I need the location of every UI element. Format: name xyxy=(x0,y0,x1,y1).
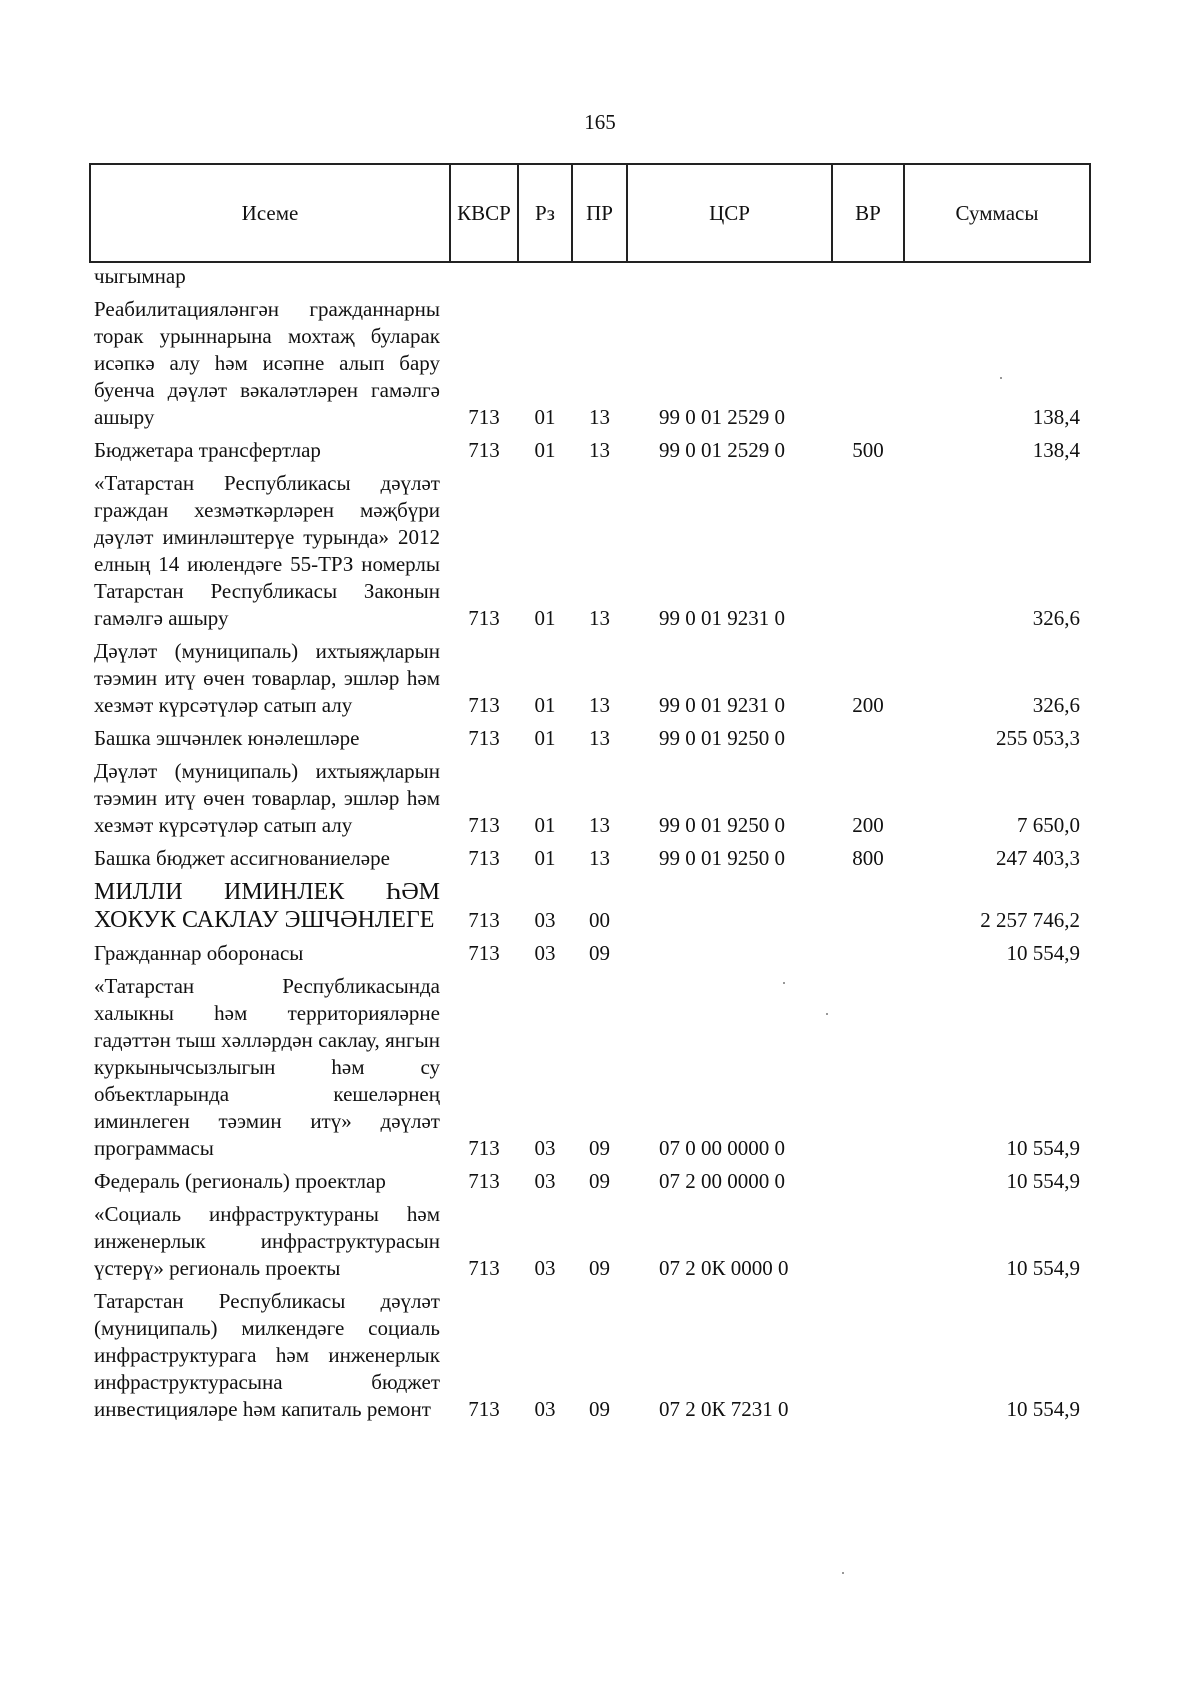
cell-sum: 2 257 746,2 xyxy=(980,908,1080,932)
cell-name: «Татарстан Республикасы дəүлəт граждан хезмəткəрлəрен мəҗбүри дəүлəт иминлəштерүе турында» 2012 елның 14 июлендəге 55-ТРЗ номерлы Татарстан Республикасы Законын гамəлгə ашыру xyxy=(94,471,440,630)
cell-csr: 07 0 00 0000 0 xyxy=(659,1136,785,1160)
cell-rz: 01 xyxy=(534,693,556,717)
cell-kvsr: 713 xyxy=(468,405,500,429)
cell-csr: 99 0 01 9250 0 xyxy=(659,846,785,870)
cell-vr xyxy=(832,262,904,293)
cell-pr: 13 xyxy=(589,693,610,717)
cell-csr: 99 0 01 2529 0 xyxy=(659,405,785,429)
header-csr: ЦСР xyxy=(627,164,832,262)
cell-sum: 10 554,9 xyxy=(1006,1136,1080,1160)
cell-pr: 13 xyxy=(589,846,610,870)
header-rz: Рз xyxy=(518,164,572,262)
cell-csr: 99 0 01 2529 0 xyxy=(659,438,785,462)
table-row xyxy=(90,755,1090,842)
table-body xyxy=(90,262,1090,1426)
table-row xyxy=(90,434,1090,467)
cell-name: Бюджетара трансфертлар xyxy=(94,438,321,462)
cell-rz: 03 xyxy=(534,1169,556,1193)
header-kvsr: КВСР xyxy=(450,164,518,262)
cell-csr: 99 0 01 9250 0 xyxy=(659,813,785,837)
table-row xyxy=(90,970,1090,1165)
cell-pr: 00 xyxy=(589,908,610,932)
cell-rz: 01 xyxy=(534,846,556,870)
cell-pr: 13 xyxy=(589,606,610,630)
cell-rz: 01 xyxy=(534,726,556,750)
cell-rz: 03 xyxy=(534,908,556,932)
cell-kvsr: 713 xyxy=(468,606,500,630)
cell-vr xyxy=(832,467,904,635)
cell-name: чыгымнар xyxy=(94,264,186,288)
header-vr: ВР xyxy=(832,164,904,262)
cell-sum: 138,4 xyxy=(1032,405,1080,429)
cell-kvsr: 713 xyxy=(468,438,500,462)
cell-rz: 01 xyxy=(534,438,556,462)
table-row xyxy=(90,635,1090,722)
cell-name: Реабилитациялəнгəн гражданнарны торак урыннарына мохтаҗ буларак исəпкə алу һəм исəпне алып бару буенча дəүлəт вəкалəтлəрен гамəлгə ашыру xyxy=(94,297,440,429)
cell-sum: 10 554,9 xyxy=(1006,1256,1080,1280)
cell-kvsr: 713 xyxy=(468,1256,500,1280)
cell-kvsr: 713 xyxy=(468,693,500,717)
scan-speck xyxy=(783,982,785,984)
cell-kvsr: 713 xyxy=(468,813,500,837)
cell-pr: 13 xyxy=(589,726,610,750)
cell-csr: 07 2 0К 7231 0 xyxy=(659,1397,789,1421)
cell-sum: 247 403,3 xyxy=(996,846,1080,870)
cell-rz xyxy=(518,262,572,293)
cell-sum: 7 650,0 xyxy=(1017,813,1080,837)
cell-pr: 09 xyxy=(589,941,610,965)
cell-vr xyxy=(832,1165,904,1198)
cell-vr xyxy=(832,937,904,970)
page-number: 165 xyxy=(584,110,616,134)
table-row xyxy=(90,1165,1090,1198)
cell-vr xyxy=(832,1285,904,1426)
cell-csr xyxy=(627,262,832,293)
cell-kvsr: 713 xyxy=(468,1136,500,1160)
header-pr: ПР xyxy=(572,164,627,262)
scan-speck xyxy=(842,1572,844,1574)
table-row xyxy=(90,1198,1090,1285)
cell-sum: 326,6 xyxy=(1032,693,1080,717)
cell-vr xyxy=(832,1198,904,1285)
cell-csr: 99 0 01 9250 0 xyxy=(659,726,785,750)
cell-pr: 09 xyxy=(589,1169,610,1193)
cell-rz: 03 xyxy=(534,1397,556,1421)
cell-sum: 255 053,3 xyxy=(996,726,1080,750)
cell-sum: 10 554,9 xyxy=(1006,1397,1080,1421)
cell-name: Гражданнар оборонасы xyxy=(94,941,304,965)
budget-table xyxy=(89,163,1091,1426)
cell-pr: 09 xyxy=(589,1256,610,1280)
cell-vr xyxy=(832,293,904,434)
cell-csr: 99 0 01 9231 0 xyxy=(659,606,785,630)
cell-name: Дəүлəт (муниципаль) ихтыяҗларын тəэмин итү өчен товарлар, эшлəр һəм хезмəт күрсəтүлəр сатып алу xyxy=(94,639,440,717)
table-row xyxy=(90,1285,1090,1426)
cell-rz: 03 xyxy=(534,941,556,965)
cell-sum: 10 554,9 xyxy=(1006,941,1080,965)
cell-kvsr: 713 xyxy=(468,846,500,870)
cell-vr: 200 xyxy=(852,813,884,837)
cell-pr: 09 xyxy=(589,1397,610,1421)
cell-csr: 07 2 00 0000 0 xyxy=(659,1169,785,1193)
header-name: Исеме xyxy=(90,164,450,262)
table-row xyxy=(90,262,1090,293)
cell-sum: 326,6 xyxy=(1032,606,1080,630)
cell-pr: 13 xyxy=(589,405,610,429)
cell-csr: 07 2 0К 0000 0 xyxy=(659,1256,789,1280)
cell-pr xyxy=(572,262,627,293)
cell-sum: 10 554,9 xyxy=(1006,1169,1080,1193)
cell-vr xyxy=(832,722,904,755)
cell-kvsr: 713 xyxy=(468,1397,500,1421)
table-row xyxy=(90,722,1090,755)
cell-vr: 800 xyxy=(852,846,884,870)
cell-kvsr: 713 xyxy=(468,941,500,965)
scan-speck xyxy=(826,1013,828,1015)
cell-csr xyxy=(627,875,832,937)
cell-rz: 01 xyxy=(534,606,556,630)
cell-csr: 99 0 01 9231 0 xyxy=(659,693,785,717)
cell-kvsr: 713 xyxy=(468,1169,500,1193)
cell-vr xyxy=(832,970,904,1165)
cell-rz: 03 xyxy=(534,1256,556,1280)
cell-name: МИЛЛИ ИМИНЛЕК ҺƏМ ХОКУК САКЛАУ ЭШЧƏНЛЕГЕ xyxy=(94,879,440,933)
cell-pr: 13 xyxy=(589,813,610,837)
cell-name: Дəүлəт (муниципаль) ихтыяҗларын тəэмин итү өчен товарлар, эшлəр һəм хезмəт күрсəтүлəр сатып алу xyxy=(94,759,440,837)
cell-vr: 200 xyxy=(852,693,884,717)
cell-name: «Татарстан Республикасында халыкны һəм территориялəрне гадəттəн тыш хəллəрдəн саклау, янгын куркынычсызлыгын һəм су объектларында кешелəрнең иминлеген тəэмин итү» дəүлəт программасы xyxy=(94,974,440,1160)
cell-sum: 138,4 xyxy=(1032,438,1080,462)
cell-vr xyxy=(832,875,904,937)
cell-sum xyxy=(904,262,1090,293)
cell-name: Башка бюджет ассигнованиелəре xyxy=(94,846,390,870)
cell-pr: 09 xyxy=(589,1136,610,1160)
cell-rz: 01 xyxy=(534,813,556,837)
scan-speck xyxy=(1000,377,1002,379)
cell-name: Федераль (региональ) проектлар xyxy=(94,1169,386,1193)
cell-vr: 500 xyxy=(852,438,884,462)
table-row xyxy=(90,842,1090,875)
table-header xyxy=(90,164,1090,262)
cell-pr: 13 xyxy=(589,438,610,462)
table-row xyxy=(90,937,1090,970)
cell-kvsr: 713 xyxy=(468,908,500,932)
cell-csr xyxy=(627,937,832,970)
cell-name: «Социаль инфраструктураны һəм инженерлык инфраструктурасын үстерү» региональ проекты xyxy=(94,1202,440,1280)
cell-kvsr: 713 xyxy=(468,726,500,750)
cell-kvsr xyxy=(450,262,518,293)
cell-name: Башка эшчəнлек юнəлешлəре xyxy=(94,726,360,750)
table-row xyxy=(90,875,1090,937)
cell-rz: 03 xyxy=(534,1136,556,1160)
cell-name: Татарстан Республикасы дəүлəт (муниципаль) милкендəге социаль инфраструктурага һəм инженерлык инфраструктурасына бюджет инвестициялəре һəм капиталь ремонт xyxy=(94,1289,440,1421)
cell-rz: 01 xyxy=(534,405,556,429)
table-row xyxy=(90,293,1090,434)
table-row xyxy=(90,467,1090,635)
header-sum: Суммасы xyxy=(904,164,1090,262)
